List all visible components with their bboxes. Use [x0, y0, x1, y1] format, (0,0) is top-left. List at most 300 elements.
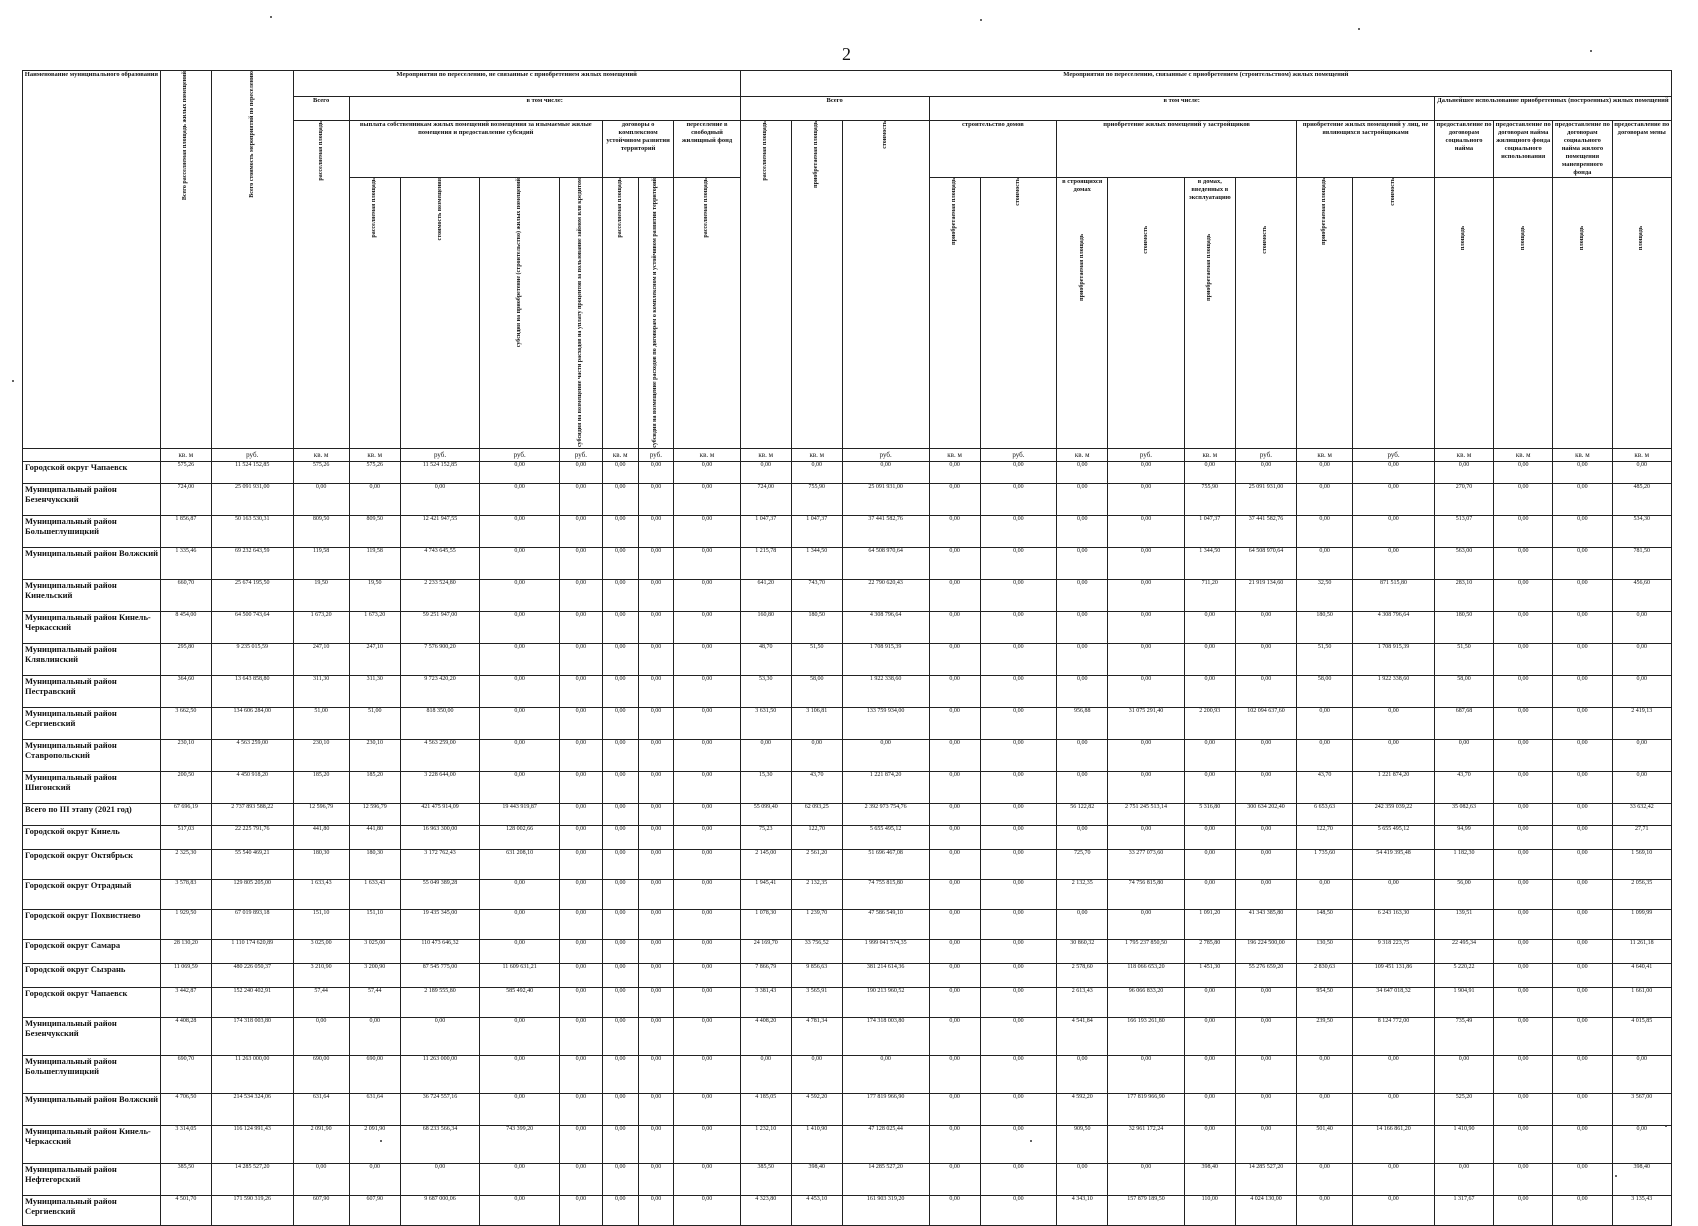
- value-cell: 180,50: [791, 611, 842, 643]
- value-cell: 0,00: [559, 879, 602, 909]
- value-cell: 0,00: [480, 1195, 560, 1225]
- table-row: [23, 483, 1672, 515]
- value-cell: 0,00: [1235, 1093, 1296, 1125]
- table-row: [23, 1055, 1672, 1093]
- value-cell: 109 451 131,86: [1353, 963, 1435, 987]
- value-cell: 32 961 172,24: [1108, 1125, 1185, 1163]
- value-cell: 2 830,63: [1297, 963, 1353, 987]
- value-cell: 174 318 003,80: [211, 1017, 293, 1055]
- value-cell: 3 200,90: [349, 963, 400, 987]
- value-cell: 58,00: [1434, 675, 1493, 707]
- unit-cell: кв. м: [1553, 448, 1612, 461]
- value-cell: 0,00: [1494, 1125, 1553, 1163]
- value-cell: 180,50: [1297, 611, 1353, 643]
- value-cell: 51,50: [1434, 643, 1493, 675]
- value-cell: 743 399,20: [480, 1125, 560, 1163]
- value-cell: 1 451,30: [1184, 963, 1235, 987]
- value-cell: 58,00: [791, 675, 842, 707]
- value-cell: 15,30: [740, 771, 791, 803]
- value-cell: 300 634 202,40: [1235, 803, 1296, 825]
- value-cell: 4 592,20: [791, 1093, 842, 1125]
- value-cell: 1 708 915,39: [1353, 643, 1435, 675]
- value-cell: 0,00: [638, 1195, 674, 1225]
- value-cell: 0,00: [602, 461, 638, 483]
- value-cell: 0,00: [1434, 1163, 1493, 1195]
- municipality-name: Городской округ Чапаевск: [23, 461, 161, 483]
- value-cell: 4 781,34: [791, 1017, 842, 1055]
- value-cell: 11 524 152,85: [400, 461, 480, 483]
- value-cell: 0,00: [674, 1017, 740, 1055]
- value-cell: 0,00: [1553, 739, 1612, 771]
- value-cell: 0,00: [842, 739, 929, 771]
- value-cell: 0,00: [559, 1163, 602, 1195]
- value-cell: 59 251 947,00: [400, 611, 480, 643]
- value-cell: 563,00: [1434, 547, 1493, 579]
- value-cell: 0,00: [1108, 547, 1185, 579]
- value-cell: 0,00: [638, 987, 674, 1017]
- value-cell: 0,00: [1235, 1055, 1296, 1093]
- value-cell: 0,00: [602, 515, 638, 547]
- value-cell: 11 609 631,21: [480, 963, 560, 987]
- value-cell: 0,00: [602, 1055, 638, 1093]
- a-contract-subsidy-header: субсидия на возмещение расходов по договорам о комплексном и устойчивом развитии территорий: [652, 178, 659, 448]
- value-cell: 480 226 050,37: [211, 963, 293, 987]
- value-cell: 1 221 874,20: [1353, 771, 1435, 803]
- value-cell: 0,00: [1494, 611, 1553, 643]
- value-cell: 0,00: [980, 771, 1057, 803]
- value-cell: 12 596,79: [349, 803, 400, 825]
- unit-cell: кв. м: [791, 448, 842, 461]
- value-cell: 24 169,70: [740, 939, 791, 963]
- value-cell: 0,00: [349, 1017, 400, 1055]
- value-cell: 0,00: [638, 825, 674, 849]
- value-cell: 0,00: [638, 879, 674, 909]
- value-cell: 0,00: [349, 483, 400, 515]
- value-cell: 0,00: [349, 1163, 400, 1195]
- value-cell: 385,50: [160, 1163, 211, 1195]
- value-cell: 2 091,90: [293, 1125, 349, 1163]
- value-cell: 0,00: [929, 909, 980, 939]
- value-cell: 51,00: [349, 707, 400, 739]
- value-cell: 118 066 653,20: [1108, 963, 1185, 987]
- value-cell: 0,00: [400, 1017, 480, 1055]
- value-cell: 160,80: [740, 611, 791, 643]
- value-cell: 0,00: [1553, 803, 1612, 825]
- value-cell: 0,00: [638, 1055, 674, 1093]
- value-cell: 2 233 524,80: [400, 579, 480, 611]
- value-cell: 575,26: [160, 461, 211, 483]
- value-cell: 0,00: [1494, 1017, 1553, 1055]
- value-cell: 27,71: [1612, 825, 1672, 849]
- value-cell: 725,70: [1057, 849, 1108, 879]
- value-cell: 119,58: [349, 547, 400, 579]
- unit-cell: руб.: [638, 448, 674, 461]
- value-cell: 14 285 527,20: [1235, 1163, 1296, 1195]
- value-cell: 0,00: [674, 825, 740, 849]
- value-cell: 0,00: [293, 1163, 349, 1195]
- value-cell: 0,00: [1494, 909, 1553, 939]
- value-cell: 0,00: [674, 771, 740, 803]
- value-cell: 2 613,43: [1057, 987, 1108, 1017]
- value-cell: 64 500 743,64: [211, 611, 293, 643]
- value-cell: 0,00: [674, 1093, 740, 1125]
- value-cell: 0,00: [1494, 547, 1553, 579]
- value-cell: 0,00: [559, 987, 602, 1017]
- value-cell: 11 261,18: [1612, 939, 1672, 963]
- value-cell: 641,20: [740, 579, 791, 611]
- municipality-name: Городской округ Октябрьск: [23, 849, 161, 879]
- table-row: [23, 825, 1672, 849]
- value-cell: 755,90: [791, 483, 842, 515]
- value-cell: 398,40: [791, 1163, 842, 1195]
- value-cell: 0,00: [1353, 1093, 1435, 1125]
- municipality-name: Всего по III этапу (2021 год): [23, 803, 161, 825]
- municipality-name: Муниципальный район Безенчукский: [23, 483, 161, 515]
- value-cell: 0,00: [1235, 825, 1296, 849]
- municipality-name: Муниципальный район Большеглушицкий: [23, 515, 161, 547]
- value-cell: 0,00: [1235, 611, 1296, 643]
- value-cell: 0,00: [1108, 1163, 1185, 1195]
- oper-area-header: приобретаемая площадь: [1206, 234, 1213, 301]
- value-cell: 0,00: [1235, 739, 1296, 771]
- value-cell: 151,10: [293, 909, 349, 939]
- value-cell: 4 706,50: [160, 1093, 211, 1125]
- value-cell: 0,00: [1108, 483, 1185, 515]
- value-cell: 34 647 018,32: [1353, 987, 1435, 1017]
- use-social-area-header: площадь: [1460, 226, 1467, 251]
- value-cell: 0,00: [1184, 825, 1235, 849]
- value-cell: 0,00: [674, 515, 740, 547]
- value-cell: 8 124 772,00: [1353, 1017, 1435, 1055]
- municipality-name: Городской округ Чапаевск: [23, 987, 161, 1017]
- value-cell: 0,00: [1057, 643, 1108, 675]
- value-cell: 0,00: [980, 579, 1057, 611]
- value-cell: 0,00: [559, 1017, 602, 1055]
- unit-cell: кв. м: [1297, 448, 1353, 461]
- value-cell: 0,00: [602, 1195, 638, 1225]
- value-cell: 166 193 261,80: [1108, 1017, 1185, 1055]
- value-cell: 0,00: [1553, 579, 1612, 611]
- value-cell: 96 066 833,20: [1108, 987, 1185, 1017]
- value-cell: 0,00: [638, 1093, 674, 1125]
- value-cell: 41 343 385,80: [1235, 909, 1296, 939]
- value-cell: 0,00: [929, 515, 980, 547]
- value-cell: 660,70: [160, 579, 211, 611]
- value-cell: 607,90: [293, 1195, 349, 1225]
- value-cell: 0,00: [1353, 1055, 1435, 1093]
- municipality-name: Муниципальный район Волжский: [23, 1093, 161, 1125]
- value-cell: 534,30: [1612, 515, 1672, 547]
- value-cell: 0,00: [1057, 579, 1108, 611]
- value-cell: 9 235 015,59: [211, 643, 293, 675]
- value-cell: 2 392 973 754,76: [842, 803, 929, 825]
- value-cell: 4 308 796,64: [1353, 611, 1435, 643]
- value-cell: 2 737 893 588,22: [211, 803, 293, 825]
- value-cell: 0,00: [559, 1055, 602, 1093]
- value-cell: 0,00: [1108, 579, 1185, 611]
- value-cell: 1 215,78: [740, 547, 791, 579]
- value-cell: 119,58: [293, 547, 349, 579]
- value-cell: 19 443 919,87: [480, 803, 560, 825]
- value-cell: 0,00: [980, 547, 1057, 579]
- value-cell: 818 350,00: [400, 707, 480, 739]
- value-cell: 0,00: [980, 909, 1057, 939]
- value-cell: 1 633,43: [349, 879, 400, 909]
- value-cell: 0,00: [559, 803, 602, 825]
- value-cell: 0,00: [1494, 675, 1553, 707]
- value-cell: 0,00: [1297, 515, 1353, 547]
- value-cell: 954,50: [1297, 987, 1353, 1017]
- value-cell: 47 586 549,10: [842, 909, 929, 939]
- name-col-header: Наименование муниципального образования: [23, 71, 161, 449]
- value-cell: 2 325,30: [160, 849, 211, 879]
- value-cell: 0,00: [1353, 1195, 1435, 1225]
- value-cell: 0,00: [480, 739, 560, 771]
- value-cell: 4 343,10: [1057, 1195, 1108, 1225]
- value-cell: 1 922 338,60: [842, 675, 929, 707]
- value-cell: 33 632,42: [1612, 803, 1672, 825]
- value-cell: 0,00: [1553, 963, 1612, 987]
- value-cell: 43,70: [1297, 771, 1353, 803]
- table-row: [23, 963, 1672, 987]
- value-cell: 575,26: [293, 461, 349, 483]
- unit-cell: кв. м: [293, 448, 349, 461]
- value-cell: 4 541,84: [1057, 1017, 1108, 1055]
- value-cell: 0,00: [480, 579, 560, 611]
- value-cell: 0,00: [559, 963, 602, 987]
- value-cell: 9 856,63: [791, 963, 842, 987]
- value-cell: 0,00: [791, 739, 842, 771]
- value-cell: 0,00: [1235, 879, 1296, 909]
- value-cell: 0,00: [1553, 643, 1612, 675]
- value-cell: 0,00: [1184, 643, 1235, 675]
- value-cell: 13 643 858,80: [211, 675, 293, 707]
- value-cell: 36 724 557,16: [400, 1093, 480, 1125]
- value-cell: 0,00: [674, 707, 740, 739]
- table-row: [23, 461, 1672, 483]
- value-cell: 0,00: [1353, 515, 1435, 547]
- value-cell: 12 596,79: [293, 803, 349, 825]
- value-cell: 4 308 796,64: [842, 611, 929, 643]
- value-cell: 0,00: [480, 515, 560, 547]
- value-cell: 871 515,80: [1353, 579, 1435, 611]
- value-cell: 0,00: [674, 483, 740, 515]
- value-cell: 0,00: [791, 461, 842, 483]
- municipality-name: Муниципальный район Сергиевский: [23, 707, 161, 739]
- value-cell: 0,00: [929, 879, 980, 909]
- value-cell: 0,00: [980, 515, 1057, 547]
- table-row: [23, 909, 1672, 939]
- value-cell: 0,00: [1108, 675, 1185, 707]
- value-cell: 0,00: [929, 1093, 980, 1125]
- value-cell: 1 633,43: [293, 879, 349, 909]
- value-cell: 0,00: [929, 939, 980, 963]
- value-cell: 0,00: [1184, 1125, 1235, 1163]
- value-cell: 0,00: [980, 825, 1057, 849]
- value-cell: 0,00: [674, 611, 740, 643]
- value-cell: 200,50: [160, 771, 211, 803]
- value-cell: 0,00: [480, 1055, 560, 1093]
- value-cell: 0,00: [638, 1125, 674, 1163]
- value-cell: 5 316,80: [1184, 803, 1235, 825]
- value-cell: 2 561,20: [791, 849, 842, 879]
- value-cell: 4 450 918,20: [211, 771, 293, 803]
- use-maneuver-area-header: площадь: [1578, 226, 1585, 251]
- value-cell: 152 240 402,91: [211, 987, 293, 1017]
- value-cell: 735,49: [1434, 1017, 1493, 1055]
- value-cell: 0,00: [929, 771, 980, 803]
- value-cell: 0,00: [674, 547, 740, 579]
- value-cell: 0,00: [638, 963, 674, 987]
- value-cell: 55 099,40: [740, 803, 791, 825]
- value-cell: 151,10: [349, 909, 400, 939]
- value-cell: 0,00: [602, 825, 638, 849]
- value-cell: 148,50: [1297, 909, 1353, 939]
- unit-cell: кв. м: [1057, 448, 1108, 461]
- value-cell: 2 785,80: [1184, 939, 1235, 963]
- value-cell: 0,00: [980, 963, 1057, 987]
- value-cell: 0,00: [602, 643, 638, 675]
- value-cell: 0,00: [842, 461, 929, 483]
- a-contracts-header: договоры о комплексном устойчивом развитии территорий: [602, 121, 673, 178]
- value-cell: 0,00: [674, 1055, 740, 1093]
- value-cell: 247,10: [349, 643, 400, 675]
- value-cell: 0,00: [1494, 483, 1553, 515]
- value-cell: 3 565,91: [791, 987, 842, 1017]
- value-cell: 67 696,19: [160, 803, 211, 825]
- others-area-header: приобретаемая площадь: [1321, 178, 1328, 245]
- value-cell: 0,00: [602, 1017, 638, 1055]
- value-cell: 0,00: [638, 771, 674, 803]
- municipality-name: Муниципальный район Кинель-Черкасский: [23, 611, 161, 643]
- value-cell: 0,00: [980, 483, 1057, 515]
- unit-cell: кв. м: [1184, 448, 1235, 461]
- value-cell: 0,00: [559, 1093, 602, 1125]
- value-cell: 781,50: [1612, 547, 1672, 579]
- value-cell: 0,00: [602, 675, 638, 707]
- value-cell: 0,00: [1184, 675, 1235, 707]
- value-cell: 525,20: [1434, 1093, 1493, 1125]
- value-cell: 0,00: [1297, 1163, 1353, 1195]
- value-cell: 1 091,20: [1184, 909, 1235, 939]
- value-cell: 0,00: [638, 739, 674, 771]
- value-cell: 1 047,37: [740, 515, 791, 547]
- value-cell: 4 024 130,00: [1235, 1195, 1296, 1225]
- value-cell: 0,00: [1494, 707, 1553, 739]
- unit-cell: руб.: [980, 448, 1057, 461]
- value-cell: 230,10: [349, 739, 400, 771]
- value-cell: 0,00: [559, 643, 602, 675]
- value-cell: 0,00: [293, 483, 349, 515]
- value-cell: 4 563 259,00: [400, 739, 480, 771]
- value-cell: 0,00: [1235, 675, 1296, 707]
- value-cell: 809,50: [349, 515, 400, 547]
- value-cell: 0,00: [559, 939, 602, 963]
- value-cell: 0,00: [1353, 461, 1435, 483]
- value-cell: 3 210,90: [293, 963, 349, 987]
- value-cell: 1 078,30: [740, 909, 791, 939]
- value-cell: 0,00: [1553, 707, 1612, 739]
- value-cell: 0,00: [1612, 611, 1672, 643]
- units-row: [23, 448, 1672, 461]
- value-cell: 230,10: [160, 739, 211, 771]
- value-cell: 398,40: [1184, 1163, 1235, 1195]
- value-cell: 0,00: [559, 739, 602, 771]
- value-cell: 0,00: [1494, 739, 1553, 771]
- value-cell: 0,00: [980, 803, 1057, 825]
- value-cell: 0,00: [1057, 771, 1108, 803]
- value-cell: 21 919 134,60: [1235, 579, 1296, 611]
- value-cell: 1 856,87: [160, 515, 211, 547]
- value-cell: 0,00: [1494, 1055, 1553, 1093]
- value-cell: 129 805 205,00: [211, 879, 293, 909]
- value-cell: 0,00: [559, 675, 602, 707]
- value-cell: 3 106,81: [791, 707, 842, 739]
- value-cell: 56,00: [1434, 879, 1493, 909]
- value-cell: 0,00: [929, 825, 980, 849]
- value-cell: 0,00: [980, 1017, 1057, 1055]
- value-cell: 0,00: [929, 611, 980, 643]
- value-cell: 161 903 319,20: [842, 1195, 929, 1225]
- value-cell: 0,00: [480, 939, 560, 963]
- b-cost-header: стоимость: [882, 121, 889, 149]
- value-cell: 0,00: [602, 879, 638, 909]
- value-cell: 0,00: [929, 483, 980, 515]
- value-cell: 0,00: [1184, 1017, 1235, 1055]
- value-cell: 0,00: [559, 771, 602, 803]
- value-cell: 1 344,50: [791, 547, 842, 579]
- value-cell: 0,00: [1297, 461, 1353, 483]
- value-cell: 0,00: [1612, 1125, 1672, 1163]
- value-cell: 14 166 861,20: [1353, 1125, 1435, 1163]
- value-cell: 31 075 291,40: [1108, 707, 1185, 739]
- value-cell: 0,00: [1057, 909, 1108, 939]
- table-row: [23, 515, 1672, 547]
- value-cell: 68 233 566,34: [400, 1125, 480, 1163]
- value-cell: 575,26: [349, 461, 400, 483]
- value-cell: 180,50: [1434, 611, 1493, 643]
- value-cell: 0,00: [1494, 1195, 1553, 1225]
- value-cell: 0,00: [1108, 643, 1185, 675]
- use-maneuver-header: предоставление по договорам социального найма жилого помещения маневренного фонда: [1553, 121, 1612, 178]
- value-cell: 4 592,20: [1057, 1093, 1108, 1125]
- value-cell: 0,00: [1494, 1163, 1553, 1195]
- value-cell: 14 285 527,20: [211, 1163, 293, 1195]
- value-cell: 55 276 659,20: [1235, 963, 1296, 987]
- value-cell: 50 163 530,31: [211, 515, 293, 547]
- value-cell: 1 999 041 574,35: [842, 939, 929, 963]
- value-cell: 53,30: [740, 675, 791, 707]
- value-cell: 0,00: [638, 515, 674, 547]
- value-cell: 0,00: [1553, 987, 1612, 1017]
- value-cell: 0,00: [1494, 879, 1553, 909]
- value-cell: 0,00: [1184, 987, 1235, 1017]
- value-cell: 0,00: [1494, 803, 1553, 825]
- value-cell: 0,00: [929, 1125, 980, 1163]
- value-cell: 1 317,67: [1434, 1195, 1493, 1225]
- table-row: [23, 879, 1672, 909]
- value-cell: 55 049 389,28: [400, 879, 480, 909]
- value-cell: 0,00: [1494, 987, 1553, 1017]
- value-cell: 0,00: [1612, 675, 1672, 707]
- value-cell: 3 381,43: [740, 987, 791, 1017]
- value-cell: 54 419 395,48: [1353, 849, 1435, 879]
- value-cell: 1 661,00: [1612, 987, 1672, 1017]
- value-cell: 190 213 960,52: [842, 987, 929, 1017]
- value-cell: 4 015,85: [1612, 1017, 1672, 1055]
- value-cell: 0,00: [740, 461, 791, 483]
- value-cell: 11 524 152,85: [211, 461, 293, 483]
